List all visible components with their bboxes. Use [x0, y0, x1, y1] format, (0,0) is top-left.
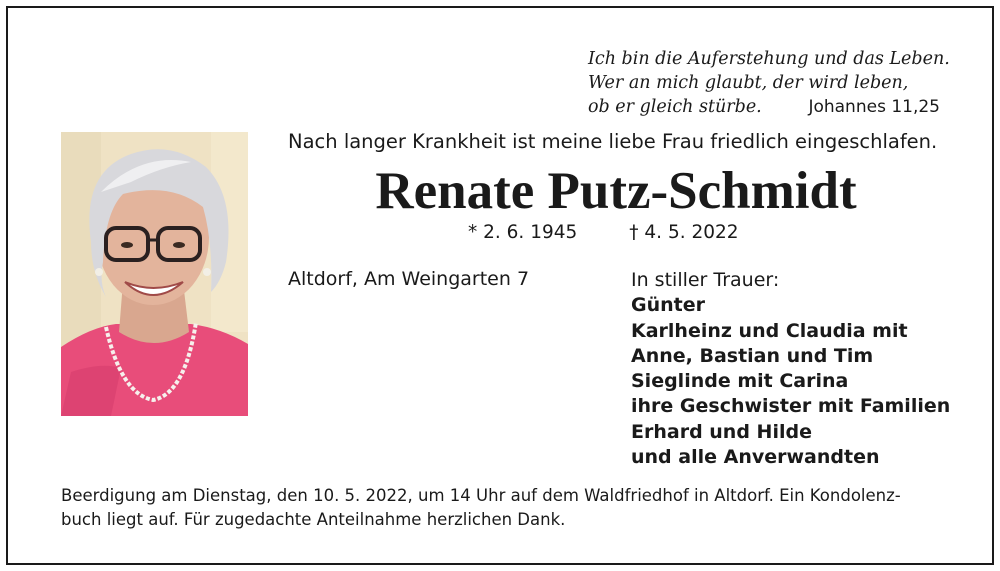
mourner: ihre Geschwister mit Familien	[631, 395, 951, 418]
mourner: Günter	[631, 294, 705, 317]
portrait-photo-icon	[61, 132, 248, 416]
mourner: und alle Anverwandten	[631, 446, 880, 469]
quote-reference: Johannes 11,25	[808, 97, 940, 117]
funeral-notice	[61, 484, 951, 532]
mourner: Karlheinz und Claudia mit	[631, 319, 908, 342]
death-date: † 4. 5. 2022	[629, 222, 739, 243]
footer-line: Beerdigung am Dienstag, den 10. 5. 2022, um 14 Uhr auf dem Waldfriedhof in Altdorf. Ein Kondolenz-	[61, 486, 901, 505]
quote-line: ob er gleich stürbe.	[588, 97, 762, 117]
mourner: Erhard und Hilde	[631, 420, 812, 443]
intro-text: Nach langer Krankheit ist meine liebe Frau friedlich eingeschlafen.	[288, 130, 938, 153]
bible-quote	[588, 47, 950, 119]
mourner: Anne, Bastian und Tim	[631, 344, 874, 367]
footer-line: buch liegt auf. Für zugedachte Anteilnahme herzlichen Dank.	[61, 510, 566, 529]
quote-line: Wer an mich glaubt, der wird leben,	[588, 73, 909, 93]
address: Altdorf, Am Weingarten 7	[288, 268, 530, 290]
portrait-photo	[61, 132, 248, 416]
deceased-name: Renate Putz-Schmidt	[375, 162, 857, 220]
mourners-list	[631, 268, 950, 470]
mourner: Sieglinde mit Carina	[631, 370, 849, 393]
mourning-heading: In stiller Trauer:	[631, 269, 780, 291]
quote-line: Ich bin die Auferstehung und das Leben.	[588, 49, 950, 69]
life-dates	[468, 222, 739, 243]
birth-date: * 2. 6. 1945	[468, 222, 578, 243]
